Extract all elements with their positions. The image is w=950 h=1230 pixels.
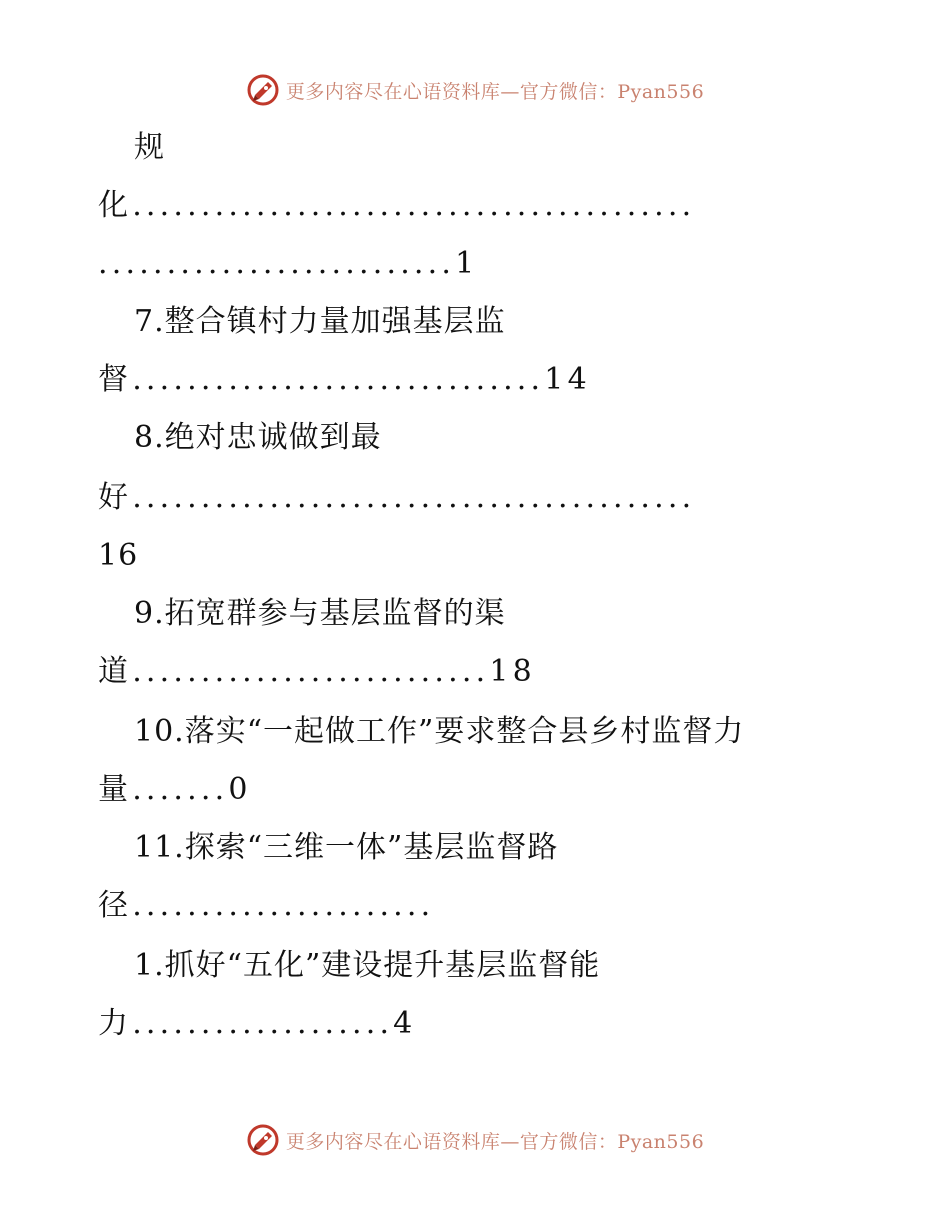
pen-seal-icon [246, 1123, 280, 1157]
pen-seal-icon [246, 73, 280, 107]
watermark-footer [0, 1120, 950, 1160]
toc-line: 规 [134, 130, 165, 165]
toc-line: 7.整合镇村力量加强基层监 [134, 304, 506, 339]
toc-line: 力...................4 [98, 1006, 417, 1041]
toc-line: 化......................................... [98, 188, 696, 223]
watermark-text: 更多内容尽在心语资料库—官方微信：Pyan556 [285, 80, 705, 103]
toc-line: 督..............................14 [98, 362, 591, 397]
toc-line: 9.拓宽群参与基层监督的渠 [134, 596, 506, 631]
toc-line: 道..........................18 [98, 654, 536, 689]
toc-line: 1.抓好“五化”建设提升基层监督能 [134, 948, 601, 983]
toc-line: ..........................1 [98, 246, 479, 281]
watermark-header [0, 70, 950, 110]
toc-line: 16 [98, 538, 139, 573]
toc-line: 径...................... [98, 888, 435, 923]
toc-line: 8.绝对忠诚做到最 [134, 420, 382, 455]
toc-line: 好......................................... [98, 480, 696, 515]
toc-line: 量.......0 [98, 772, 252, 807]
toc-line: 11.探索“三维一体”基层监督路 [134, 830, 559, 865]
watermark-text: 更多内容尽在心语资料库—官方微信：Pyan556 [285, 1130, 705, 1153]
toc-line: 10.落实“一起做工作”要求整合县乡村监督力 [134, 714, 745, 749]
